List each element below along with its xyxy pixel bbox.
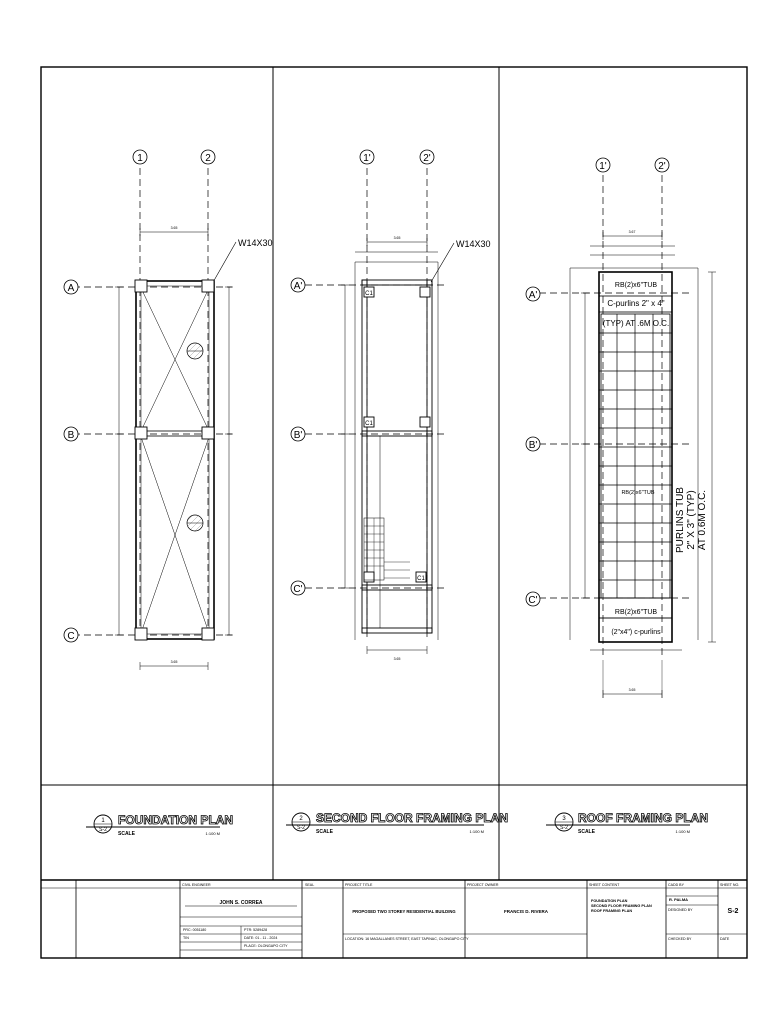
caption-foundation-sheet: S-2 (99, 827, 107, 833)
grid-bubble-cr: C' (528, 595, 538, 606)
grid-bubble-c: C (67, 631, 75, 642)
caption-roof-scale: SCALE (578, 829, 595, 835)
caption-foundation-scale: SCALE (118, 831, 135, 837)
foundation-dim-bottom: 3.65 (170, 660, 178, 664)
tb-project-title-label: PROJECT TITLE (345, 883, 373, 887)
roof-framing-drawing (526, 158, 716, 698)
grid-bubble-1p: 1' (363, 153, 371, 164)
roof-dim-top: 3.67 (628, 230, 636, 234)
caption-foundation-scale-value: 1:100 M (205, 831, 220, 836)
foundation-beam-callout: W14X30 (238, 238, 273, 248)
roof-dim-bottom: 3.65 (628, 688, 636, 692)
roof-note-bottom-1: RB(2)x6"TUB (614, 609, 658, 616)
caption-second-floor-marker: 2 (299, 816, 303, 822)
grid-bubble-a: A (67, 283, 75, 294)
tb-checked-by-label: CHECKED BY (668, 937, 692, 941)
tb-civil-engineer-name: JOHN S. CORREA (219, 900, 263, 906)
tb-date-issued: DATE: 01 - 11 - 2024 (244, 936, 278, 940)
caption-roof-scale-value: 1:100 M (675, 829, 690, 834)
tb-cadd-by-label: CADD BY (668, 883, 684, 887)
tb-sheet-no-label: SHEET NO. (720, 883, 740, 887)
grid-bubble-ap: A' (293, 281, 303, 292)
second-floor-dim-top: 3.65 (393, 236, 401, 240)
caption-foundation (86, 813, 233, 837)
tb-date-label: DATE (720, 937, 730, 941)
caption-second-floor-scale-value: 1:100 M (469, 829, 484, 834)
caption-roof (546, 811, 708, 835)
caption-second-floor (286, 811, 508, 835)
caption-second-floor-title: SECOND FLOOR FRAMING PLAN (316, 811, 508, 825)
grid-bubble-ar: A' (528, 290, 538, 301)
tb-sheet-content-1: FOUNDATION PLAN (591, 899, 628, 903)
caption-second-floor-scale: SCALE (316, 829, 333, 835)
foundation-plan-drawing (64, 150, 273, 670)
grid-bubble-1: 1 (137, 153, 143, 164)
second-floor-dim-bottom: 3.65 (393, 657, 401, 661)
grid-bubble-1r: 1' (599, 161, 607, 172)
caption-roof-sheet: S-2 (560, 825, 568, 831)
grid-bubble-cp: C' (293, 584, 303, 595)
caption-second-floor-sheet: S-2 (297, 825, 305, 831)
tb-ptr: PTR: 5289428 (244, 928, 268, 932)
tb-sheet-content-3: ROOF FRAMING PLAN (591, 909, 633, 913)
second-floor-beam-callout: W14X30 (456, 239, 491, 249)
caption-foundation-title: FOUNDATION PLAN (118, 813, 234, 827)
caption-roof-marker: 3 (562, 816, 566, 822)
tb-project-owner-label: PROJECT OWNER (467, 883, 499, 887)
grid-bubble-b: B (67, 430, 75, 441)
column-tag-1: C1 (365, 291, 373, 297)
tb-designed-by-label: DESIGNED BY (668, 908, 693, 912)
tb-project-owner: FRANCIS D. RIVERA (503, 909, 549, 914)
roof-vert-note-1: PURLINS TUB (675, 487, 686, 553)
tb-cadd-by: R. PALMA (669, 897, 689, 902)
caption-roof-title: ROOF FRAMING PLAN (578, 811, 708, 825)
roof-note-top-2: C-purlins 2" x 4" (607, 299, 665, 308)
caption-foundation-marker: 1 (101, 818, 105, 824)
tb-seal-label: SEAL (305, 883, 315, 887)
title-block (41, 880, 747, 958)
tb-tin: TIN (183, 936, 189, 940)
column-tag-2: C1 (365, 421, 373, 427)
grid-bubble-2p: 2' (423, 153, 431, 164)
foundation-dim-top: 3.65 (170, 226, 178, 230)
tb-project-title: PROPOSED TWO STOREY RESIDENTIAL BUILDING (352, 909, 456, 914)
second-floor-framing-drawing (291, 150, 491, 661)
tb-place: PLACE: OLONGAPO CITY (244, 944, 288, 948)
tb-location: LOCATION: 16 MAGALLANES STREET, EAST TAPINAC, OLONGAPO CITY (345, 937, 469, 941)
roof-note-bottom-2: (2"x4") c-purlins (611, 629, 661, 636)
roof-vert-note-3: AT 0.6M O.C. (697, 489, 708, 551)
column-tag-3: C1 (417, 576, 425, 582)
tb-sheet-no: S-2 (727, 908, 739, 915)
roof-note-top-1: RB(2)x6"TUB (614, 282, 658, 289)
grid-bubble-br: B' (528, 440, 538, 451)
roof-note-mid: RB(2)x6"TUB (621, 490, 655, 496)
tb-sheet-content-label: SHEET CONTENT (589, 883, 620, 887)
tb-prc: PRC: 0051180 (183, 928, 207, 932)
tb-sheet-content-2: SECOND FLOOR FRAMING PLAN (591, 904, 652, 908)
grid-bubble-2r: 2' (658, 161, 666, 172)
grid-bubble-bp: B' (293, 430, 303, 441)
roof-note-top-3: (TYP) AT .6M O.C. (602, 319, 670, 328)
roof-vert-note-2: 2" X 3" (TYP) (686, 490, 697, 550)
tb-civil-engineer-label: CIVIL ENGINEER (182, 883, 211, 887)
title-block-text (182, 883, 739, 948)
grid-bubble-2: 2 (205, 153, 211, 164)
